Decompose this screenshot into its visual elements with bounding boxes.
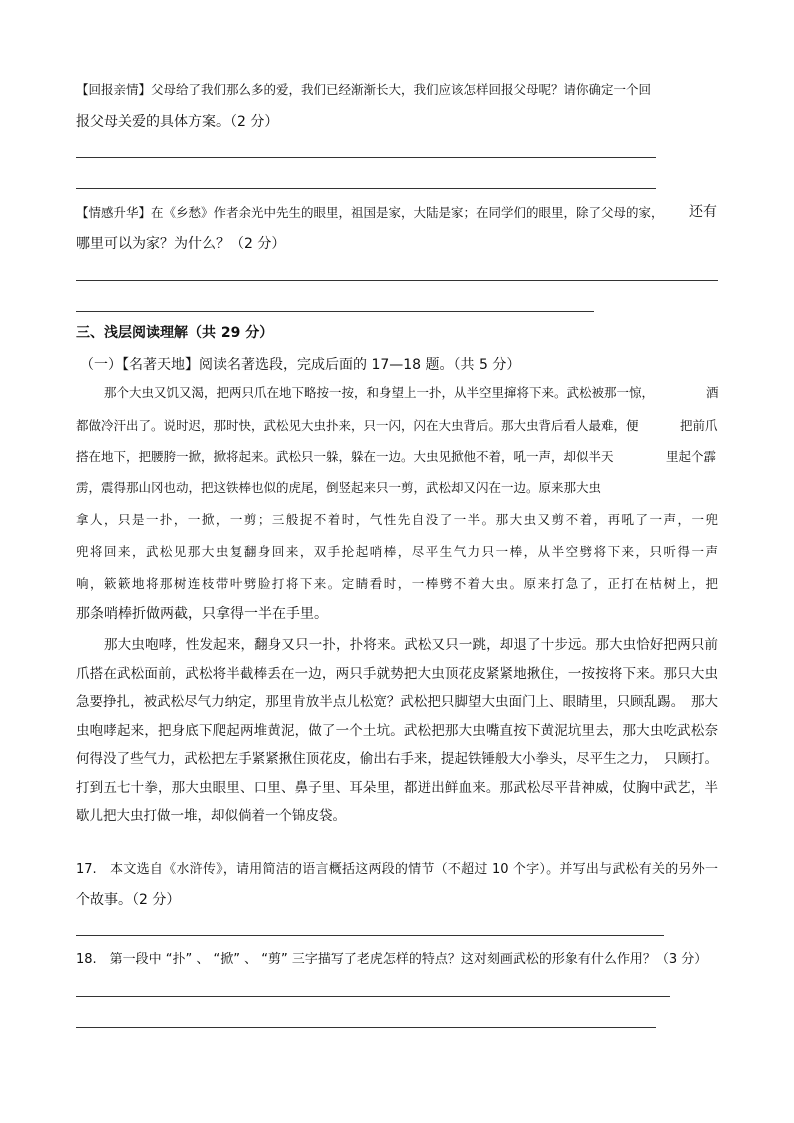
passage-line: 搭在地下，把腰胯一掀，掀将起来。武松只一躲，躲在一边。大虫见掀他不着，吼一声，却似半天 bbox=[76, 449, 614, 464]
answer-line[interactable] bbox=[76, 188, 656, 189]
question-emotion-line1-end: 还有 bbox=[689, 204, 717, 220]
passage-line: 雳，震得那山冈也动，把这铁棒也似的虎尾，倒竖起来只一剪，武松却又闪在一边。原来那大虫 bbox=[76, 480, 602, 495]
passage-line: 那个大虫又饥又渴，把两只爪在地下略按一按，和身望上一扑，从半空里撺将下来。武松被那一惊， bbox=[104, 385, 655, 400]
passage-line: 兜将回来，武松见那大虫复翻身回来，双手抡起哨棒，尽平生气力只一棒，从半空劈将下来，只听得一声 bbox=[76, 544, 718, 559]
answer-line[interactable] bbox=[76, 280, 718, 281]
question-18-line1: 18. 第一段中 “扑” 、 “掀” 、 “剪” 三字描写了老虎怎样的特点？这对刻画武松的形象有什么作用？（3 分） bbox=[76, 952, 708, 967]
question-17-line2: 个故事。（2 分） bbox=[76, 892, 181, 908]
passage-paragraph-2: 那大虫咆哮，性发起来，翻身又只一扑，扑将来。武松又只一跳，却退了十步远。那大虫恰好把两只前爪搭在武松面前，武松将半截棒丢在一边，两只手就势把大虫顶花皮紧紧地揪住，一按按将下来。那只大虫急要挣扎，被武松尽气力纳定，那里肯放半点儿松宽？武松把只脚望大虫面门上、眼睛里，只顾乱踢。 那大虫咆哮起来，把身底下爬起两堆黄泥，做了一个土坑。武松把那大虫嘴直按下黄泥坑里去，那大虫吃武松奈何得没了些气力，武松把左手紧紧揪住顶花皮，偷出右手来，提起铁锤般大小拳头，尽平生之力， 只顾打。打到五七十拳，那大虫眼里、口里、鼻子里、耳朵里，都迸出鲜血来。那武松尽平昔神威，仗胸中武艺，半歇儿把大虫打做一堆，却似倘着一个锦皮袋。 bbox=[76, 637, 718, 824]
question-17-line1: 17. 本文选自《水浒传》，请用简洁的语言概括这两段的情节（不超过 10 个字）。并写出与武松有关的另外一 bbox=[76, 862, 718, 877]
question-family-line1: 【回报亲情】父母给了我们那么多的爱，我们已经渐渐长大，我们应该怎样回报父母呢？请你确定一个回 bbox=[76, 82, 652, 97]
passage-line: 里起个霹 bbox=[666, 449, 717, 464]
question-emotion-line1: 【情感升华】在《乡愁》作者余光中先生的眼里，祖国是家，大陆是家；在同学们的眼里，除了父母的家， bbox=[76, 205, 664, 220]
passage-line: 那条哨棒折做两截，只拿得一半在手里。 bbox=[76, 606, 328, 622]
answer-line[interactable] bbox=[76, 157, 656, 158]
passage-line: 把前爪 bbox=[680, 418, 718, 433]
passage-line: 都做冷汗出了。说时迟，那时快，武松见大虫扑来，只一闪，闪在大虫背后。那大虫背后看人最难，便 bbox=[76, 418, 639, 433]
sub-heading: （一）【名著天地】阅读名著选段，完成后面的 17—18 题。（共 5 分） bbox=[80, 357, 521, 373]
question-family-line2: 报父母关爱的具体方案。（2 分） bbox=[76, 114, 279, 130]
passage-line: 响，簌簌地将那树连枝带叶劈脸打将下来。定睛看时，一棒劈不着大虫。原来打急了，正打在枯树上，把 bbox=[76, 576, 718, 591]
answer-line[interactable] bbox=[76, 996, 670, 997]
answer-line[interactable] bbox=[76, 311, 594, 312]
question-emotion-line2: 哪里可以为家？为什么？（2 分） bbox=[76, 236, 286, 252]
passage-line: 酒 bbox=[706, 385, 719, 400]
passage-line: 拿人，只是一扑，一掀，一剪；三般捉不着时，气性先自没了一半。那大虫又剪不着，再吼了一声，一兜 bbox=[76, 512, 718, 527]
answer-line[interactable] bbox=[76, 1027, 656, 1028]
section-heading: 三、浅层阅读理解（共 29 分） bbox=[76, 325, 274, 341]
answer-line[interactable] bbox=[76, 935, 664, 936]
